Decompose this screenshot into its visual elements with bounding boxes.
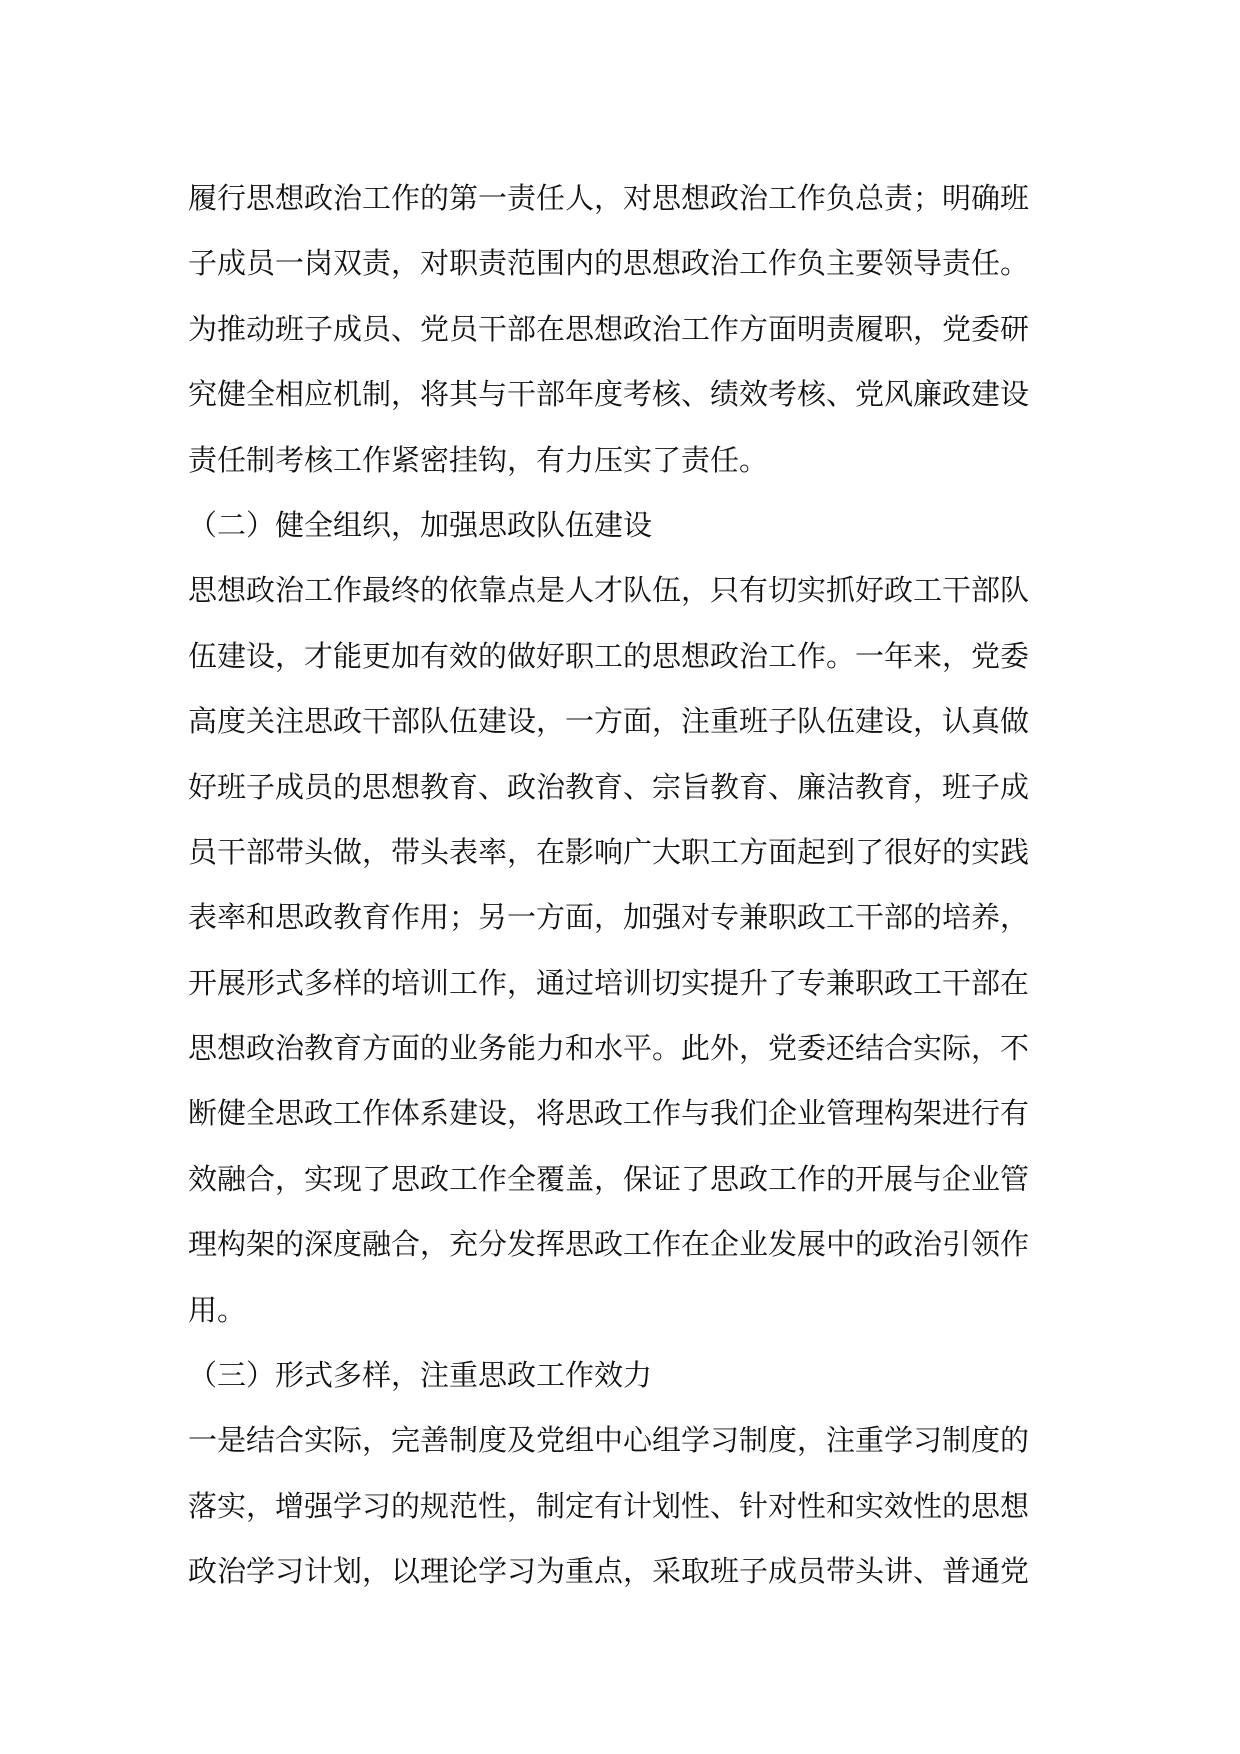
body-text-line: 好班子成员的思想教育、政治教育、宗旨教育、廉洁教育，班子成 bbox=[188, 769, 1030, 804]
body-text-line: 效融合，实现了思政工作全覆盖，保证了思政工作的开展与企业管 bbox=[188, 1161, 1030, 1196]
body-text-line: 员干部带头做，带头表率，在影响广大职工方面起到了很好的实践 bbox=[188, 834, 1030, 869]
body-text-line: 一是结合实际，完善制度及党组中心组学习制度，注重学习制度的 bbox=[188, 1423, 1030, 1458]
body-text-line: 理构架的深度融合，充分发挥思政工作在企业发展中的政治引领作 bbox=[188, 1227, 1030, 1262]
body-text-line: 思想政治工作最终的依靠点是人才队伍，只有切实抓好政工干部队 bbox=[188, 573, 1030, 608]
body-text-line: 伍建设，才能更加有效的做好职工的思想政治工作。一年来，党委 bbox=[188, 638, 1030, 673]
body-text-line: 表率和思政教育作用；另一方面，加强对专兼职政工干部的培养， bbox=[188, 900, 1030, 935]
body-text-line: 断健全思政工作体系建设，将思政工作与我们企业管理构架进行有 bbox=[188, 1096, 1030, 1131]
body-text-line: 用。 bbox=[188, 1292, 247, 1327]
body-text-line: 高度关注思政干部队伍建设，一方面，注重班子队伍建设，认真做 bbox=[188, 704, 1030, 739]
body-text-line: 思想政治教育方面的业务能力和水平。此外，党委还结合实际，不 bbox=[188, 1031, 1030, 1066]
document-body bbox=[188, 166, 1088, 1605]
body-text-line: 履行思想政治工作的第一责任人，对思想政治工作负总责；明确班 bbox=[188, 181, 1030, 215]
body-text-line: 开展形式多样的培训工作，通过培训切实提升了专兼职政工干部在 bbox=[188, 965, 1030, 1000]
body-text-line: 政治学习计划，以理论学习为重点，采取班子成员带头讲、普通党 bbox=[188, 1554, 1030, 1589]
body-text-line: 子成员一岗双责，对职责范围内的思想政治工作负主要领导责任。 bbox=[188, 246, 1030, 281]
body-text-line: 责任制考核工作紧密挂钩，有力压实了责任。 bbox=[188, 442, 769, 477]
section-heading-2: （二）健全组织，加强思政队伍建设 bbox=[188, 507, 653, 542]
body-text-line: 究健全相应机制，将其与干部年度考核、绩效考核、党风廉政建设 bbox=[188, 377, 1030, 412]
section-heading-3: （三）形式多样，注重思政工作效力 bbox=[188, 1358, 653, 1393]
body-text-line: 落实，增强学习的规范性，制定有计划性、针对性和实效性的思想 bbox=[188, 1488, 1030, 1523]
body-text-line: 为推动班子成员、党员干部在思想政治工作方面明责履职，党委研 bbox=[188, 311, 1030, 346]
